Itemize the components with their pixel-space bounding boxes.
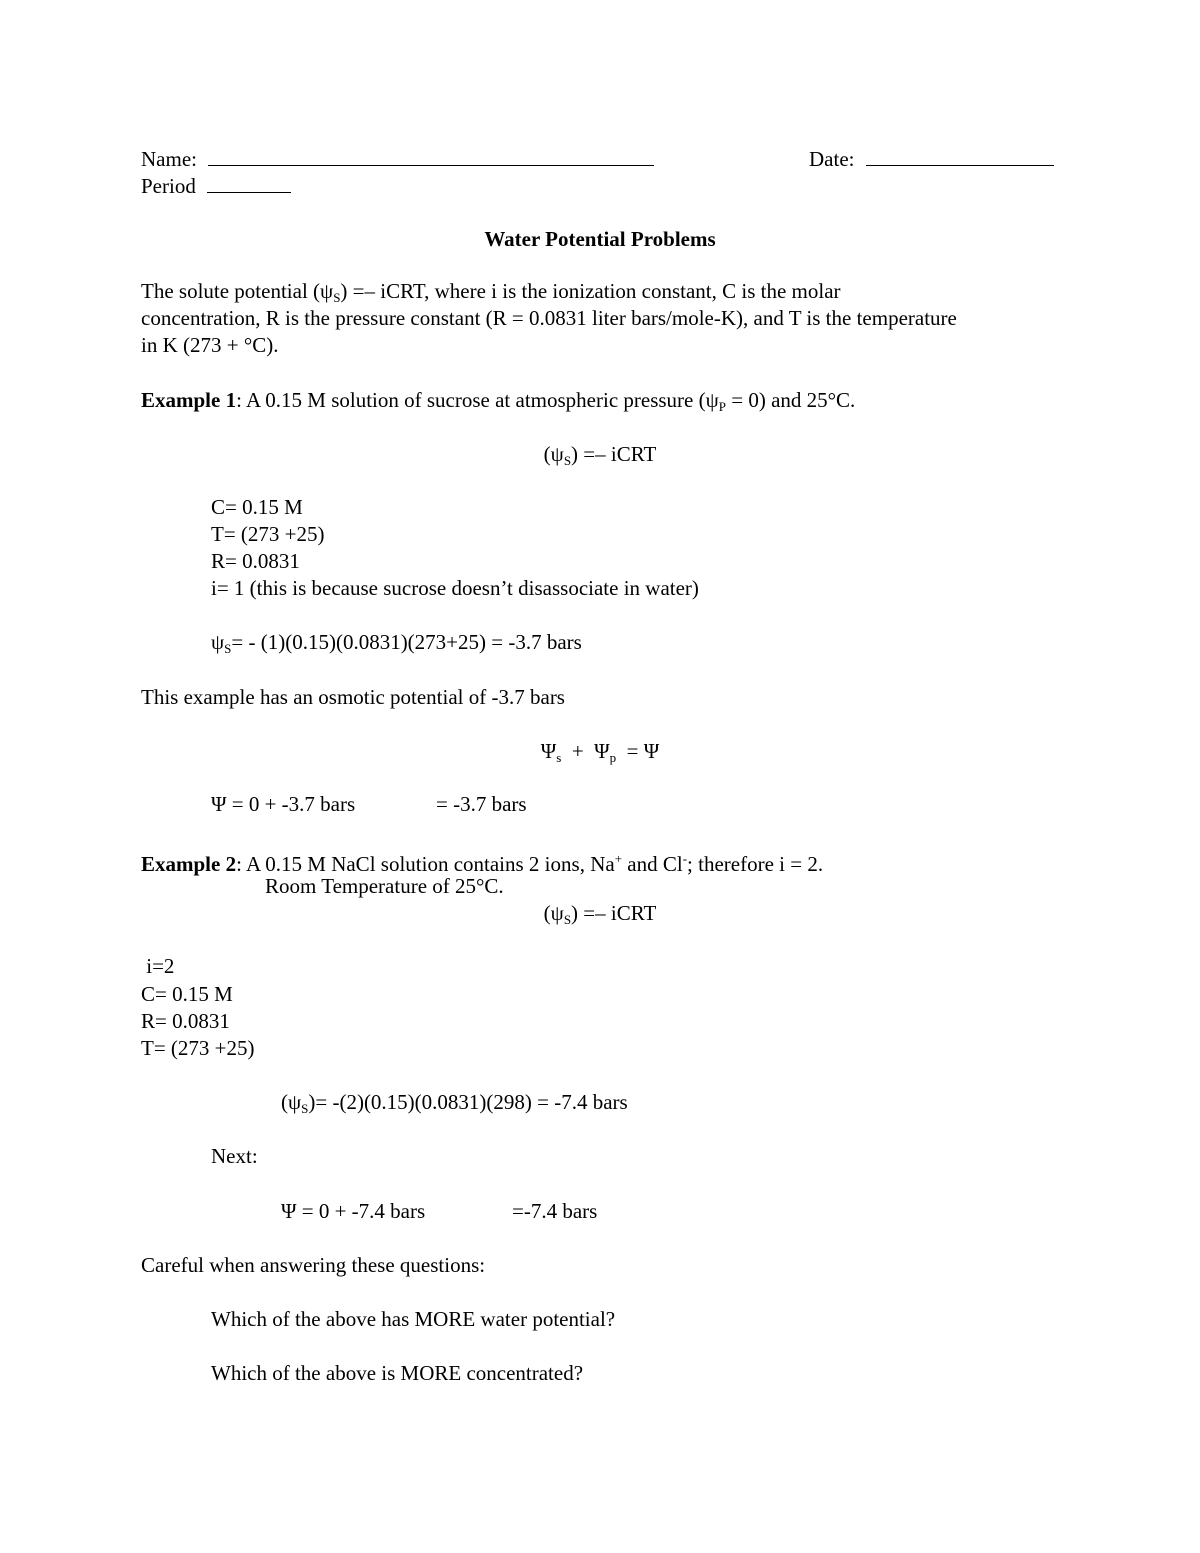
example2-room-temperature: Room Temperature of 25°C. — [265, 874, 504, 898]
date-line — [809, 145, 1054, 172]
example1-osmotic-statement: This example has an osmotic potential of -3.7 bars — [141, 685, 565, 709]
example2-var-r: R= 0.0831 — [141, 1009, 230, 1033]
example1-var-i: i= 1 (this is because sucrose doesn’t disassociate in water) — [211, 576, 699, 600]
period-label: Period — [141, 174, 196, 198]
example1-var-r: R= 0.0831 — [211, 549, 300, 573]
intro-line-2: concentration, R is the pressure constant (R = 0.0831 liter bars/mole-K), and T is the temperature — [141, 306, 957, 330]
example1-label: Example 1 — [141, 388, 237, 412]
example2-label: Example 2 — [141, 852, 237, 876]
intro-line-3: in K (273 + °C). — [141, 333, 279, 357]
example1-var-t: T= (273 +25) — [211, 522, 325, 546]
name-blank[interactable] — [208, 145, 654, 166]
example2-var-c: C= 0.15 M — [141, 982, 233, 1006]
name-line — [141, 145, 654, 172]
period-blank[interactable] — [207, 172, 291, 193]
example2-var-i: i=2 — [141, 954, 175, 978]
question-1: Which of the above has MORE water potential? — [211, 1307, 616, 1331]
example2-next: Next: — [211, 1144, 258, 1168]
name-label: Name: — [141, 147, 197, 171]
page-title: Water Potential Problems — [484, 227, 716, 251]
period-line — [141, 172, 291, 199]
example2-formula: $(\psi_S)$ =– iCRT — [543, 901, 657, 927]
example1-calculation: $\psi_S= - (1)(0.15)(0.0831)(273+25) = -3.7$ bars — [211, 630, 582, 656]
example2-var-t: T= (273 +25) — [141, 1036, 255, 1060]
example1-description: Example 1: A 0.15 M solution of sucrose at atmospheric pressure $(\psi_P = 0)$ and 25°C. — [141, 388, 856, 414]
question-2: Which of the above is MORE concentrated? — [211, 1361, 584, 1385]
example2-total-right: =-7.4 bars — [512, 1199, 598, 1223]
example2-calculation: $(\psi_S)= -(2)(0.15)(0.0831)(298) = -7.4$ bars — [281, 1090, 628, 1116]
example1-var-c: C= 0.15 M — [211, 495, 303, 519]
date-blank[interactable] — [866, 145, 1054, 166]
example1-formula: $(\psi_S)$ =– iCRT — [543, 442, 657, 468]
water-potential-equation: $\Psi_s + \Psi_p = \Psi$ — [540, 739, 660, 765]
date-label: Date: — [809, 147, 855, 171]
example2-total-left: Ψ = 0 + -7.4 bars — [281, 1199, 426, 1223]
example1-total-right: = -3.7 bars — [436, 792, 527, 816]
questions-intro: Careful when answering these questions: — [141, 1253, 486, 1277]
example2-description: Example 2: A 0.15 M NaCl solution contains 2 ions, Na+ and Cl-; therefore i = 2. — [141, 851, 824, 876]
intro-line-1: The solute potential $(\psi_S)$ =– iCRT, where i is the ionization constant, C is the molar — [141, 279, 841, 305]
example1-total-left: Ψ = 0 + -3.7 bars — [211, 792, 356, 816]
